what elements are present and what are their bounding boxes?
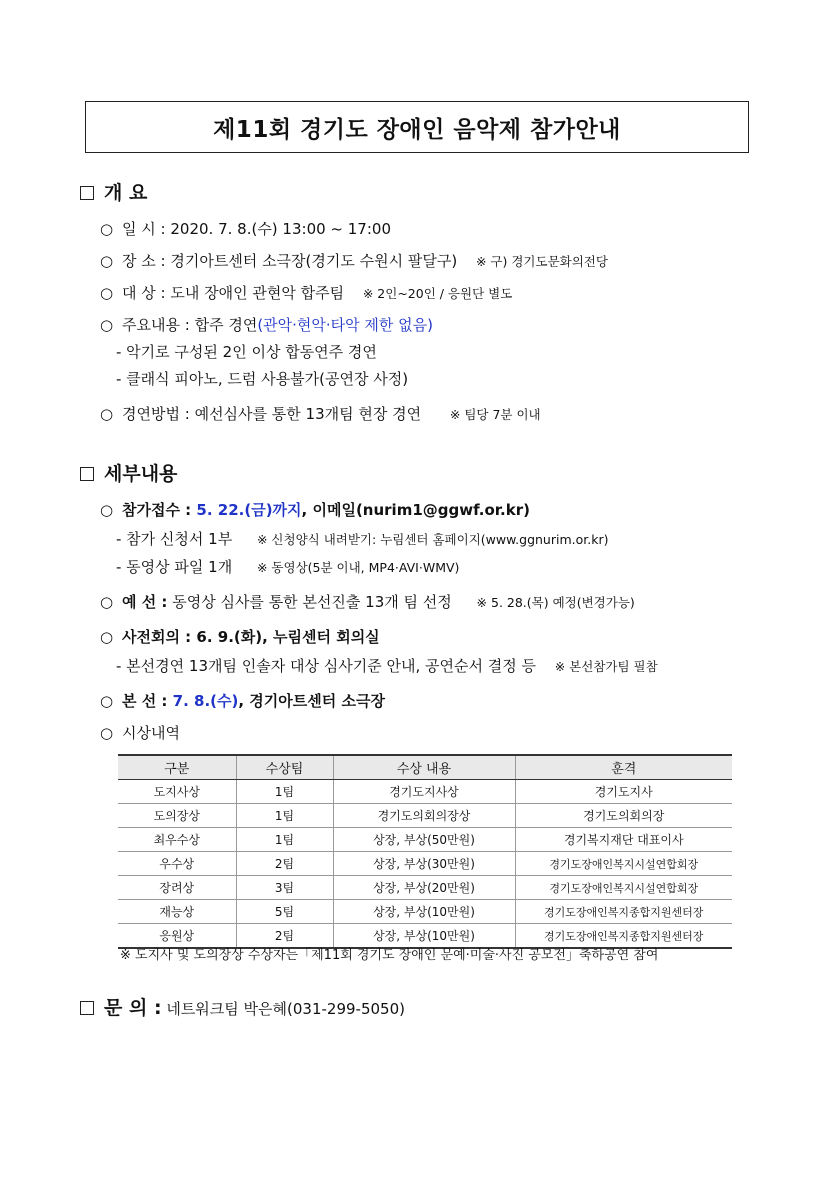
circle-bullet-icon: ○ — [100, 628, 114, 646]
overview-method: ○ 경연방법 : 예선심사를 통한 13개팀 현장 경연 ※ 팀당 7분 이내 — [100, 405, 541, 423]
table-cell: 상장, 부상(50만원) — [333, 828, 515, 852]
details-heading: 세부내용 — [80, 464, 177, 484]
table-row — [118, 876, 732, 900]
circle-bullet-icon: ○ — [100, 284, 114, 302]
details-prelim: ○ 예 선 : 동영상 심사를 통한 본선진출 13개 팀 선정 ※ 5. 28.(목) 예정(변경가능) — [100, 593, 635, 611]
circle-bullet-icon: ○ — [100, 724, 114, 742]
details-awards-label: ○ 시상내역 — [100, 724, 180, 742]
table-cell: 장려상 — [118, 876, 236, 900]
table-cell: 경기도의회의장 — [515, 804, 732, 828]
table-cell: 경기복지재단 대표이사 — [515, 828, 732, 852]
details-meeting: ○ 사전회의 : 6. 9.(화), 누림센터 회의실 — [100, 628, 380, 646]
table-row — [118, 900, 732, 924]
table-cell: 응원상 — [118, 924, 236, 949]
table-row — [118, 780, 732, 804]
table-cell: 5팀 — [236, 900, 333, 924]
table-cell: 우수상 — [118, 852, 236, 876]
table-cell: 경기도지사상 — [333, 780, 515, 804]
table-row — [118, 804, 732, 828]
table-row — [118, 828, 732, 852]
checkbox-square-icon — [80, 1001, 94, 1015]
table-cell: 경기도장애인복지종합지원센터장 — [515, 924, 732, 949]
table-cell: 경기도장애인복지시설연합회장 — [515, 876, 732, 900]
table-header-cell: 수상 내용 — [333, 755, 515, 780]
details-apply-sub2: - 동영상 파일 1개 ※ 동영상(5분 이내, MP4·AVI·WMV) — [116, 558, 460, 576]
title-box — [85, 101, 749, 153]
circle-bullet-icon: ○ — [100, 220, 114, 238]
table-cell: 도지사상 — [118, 780, 236, 804]
overview-place: ○ 장 소 : 경기아트센터 소극장(경기도 수원시 팔달구) ※ 구) 경기도문화의전당 — [100, 252, 608, 270]
details-apply: ○ 참가접수 : 5. 22.(금)까지, 이메일(nurim1@ggwf.or.kr) — [100, 501, 530, 519]
table-cell: 2팀 — [236, 924, 333, 949]
table-header-cell: 구분 — [118, 755, 236, 780]
circle-bullet-icon: ○ — [100, 692, 114, 710]
table-cell: 1팀 — [236, 828, 333, 852]
checkbox-square-icon — [80, 186, 94, 200]
overview-target: ○ 대 상 : 도내 장애인 관현악 합주팀 ※ 2인~20인 / 응원단 별도 — [100, 284, 513, 302]
details-apply-sub1: - 참가 신청서 1부 ※ 신청양식 내려받기: 누림센터 홈페이지(www.ggnurim.or.kr) — [116, 530, 609, 548]
table-cell: 경기도지사 — [515, 780, 732, 804]
overview-content: ○ 주요내용 : 합주 경연(관악·현악·타악 제한 없음) — [100, 316, 433, 334]
awards-table — [118, 754, 732, 949]
table-header-cell: 훈격 — [515, 755, 732, 780]
table-cell: 경기도장애인복지시설연합회장 — [515, 852, 732, 876]
circle-bullet-icon: ○ — [100, 593, 114, 611]
table-cell: 3팀 — [236, 876, 333, 900]
details-final: ○ 본 선 : 7. 8.(수), 경기아트센터 소극장 — [100, 692, 385, 710]
table-cell: 상장, 부상(10만원) — [333, 924, 515, 949]
table-cell: 상장, 부상(10만원) — [333, 900, 515, 924]
overview-date: ○ 일 시 : 2020. 7. 8.(수) 13:00 ~ 17:00 — [100, 220, 391, 238]
awards-note: ※ 도지사 및 도의장상 수상자는「제11회 경기도 장애인 문예·미술·사진 공모전」축하공연 참여 — [120, 948, 659, 963]
table-header-row — [118, 755, 732, 780]
document-title: 제11회 경기도 장애인 음악제 참가안내 — [213, 116, 621, 143]
table-row — [118, 852, 732, 876]
table-cell: 상장, 부상(30만원) — [333, 852, 515, 876]
details-meeting-sub: - 본선경연 13개팀 인솔자 대상 심사기준 안내, 공연순서 결정 등 ※ 본선참가팀 필참 — [116, 657, 658, 675]
table-cell: 경기도의회의장상 — [333, 804, 515, 828]
table-cell: 재능상 — [118, 900, 236, 924]
circle-bullet-icon: ○ — [100, 501, 114, 519]
circle-bullet-icon: ○ — [100, 405, 114, 423]
table-row — [118, 924, 732, 949]
contact-line: 문 의 : 네트워크팀 박은혜(031-299-5050) — [80, 998, 405, 1019]
table-cell: 상장, 부상(20만원) — [333, 876, 515, 900]
overview-content-sub1: - 악기로 구성된 2인 이상 합동연주 경연 — [116, 343, 377, 361]
table-cell: 2팀 — [236, 852, 333, 876]
overview-heading: 개 요 — [80, 183, 147, 203]
circle-bullet-icon: ○ — [100, 252, 114, 270]
table-cell: 1팀 — [236, 780, 333, 804]
circle-bullet-icon: ○ — [100, 316, 114, 334]
checkbox-square-icon — [80, 467, 94, 481]
table-cell: 경기도장애인복지종합지원센터장 — [515, 900, 732, 924]
table-cell: 1팀 — [236, 804, 333, 828]
overview-content-sub2: - 클래식 피아노, 드럼 사용불가(공연장 사정) — [116, 370, 409, 388]
table-cell: 도의장상 — [118, 804, 236, 828]
table-cell: 최우수상 — [118, 828, 236, 852]
table-header-cell: 수상팀 — [236, 755, 333, 780]
